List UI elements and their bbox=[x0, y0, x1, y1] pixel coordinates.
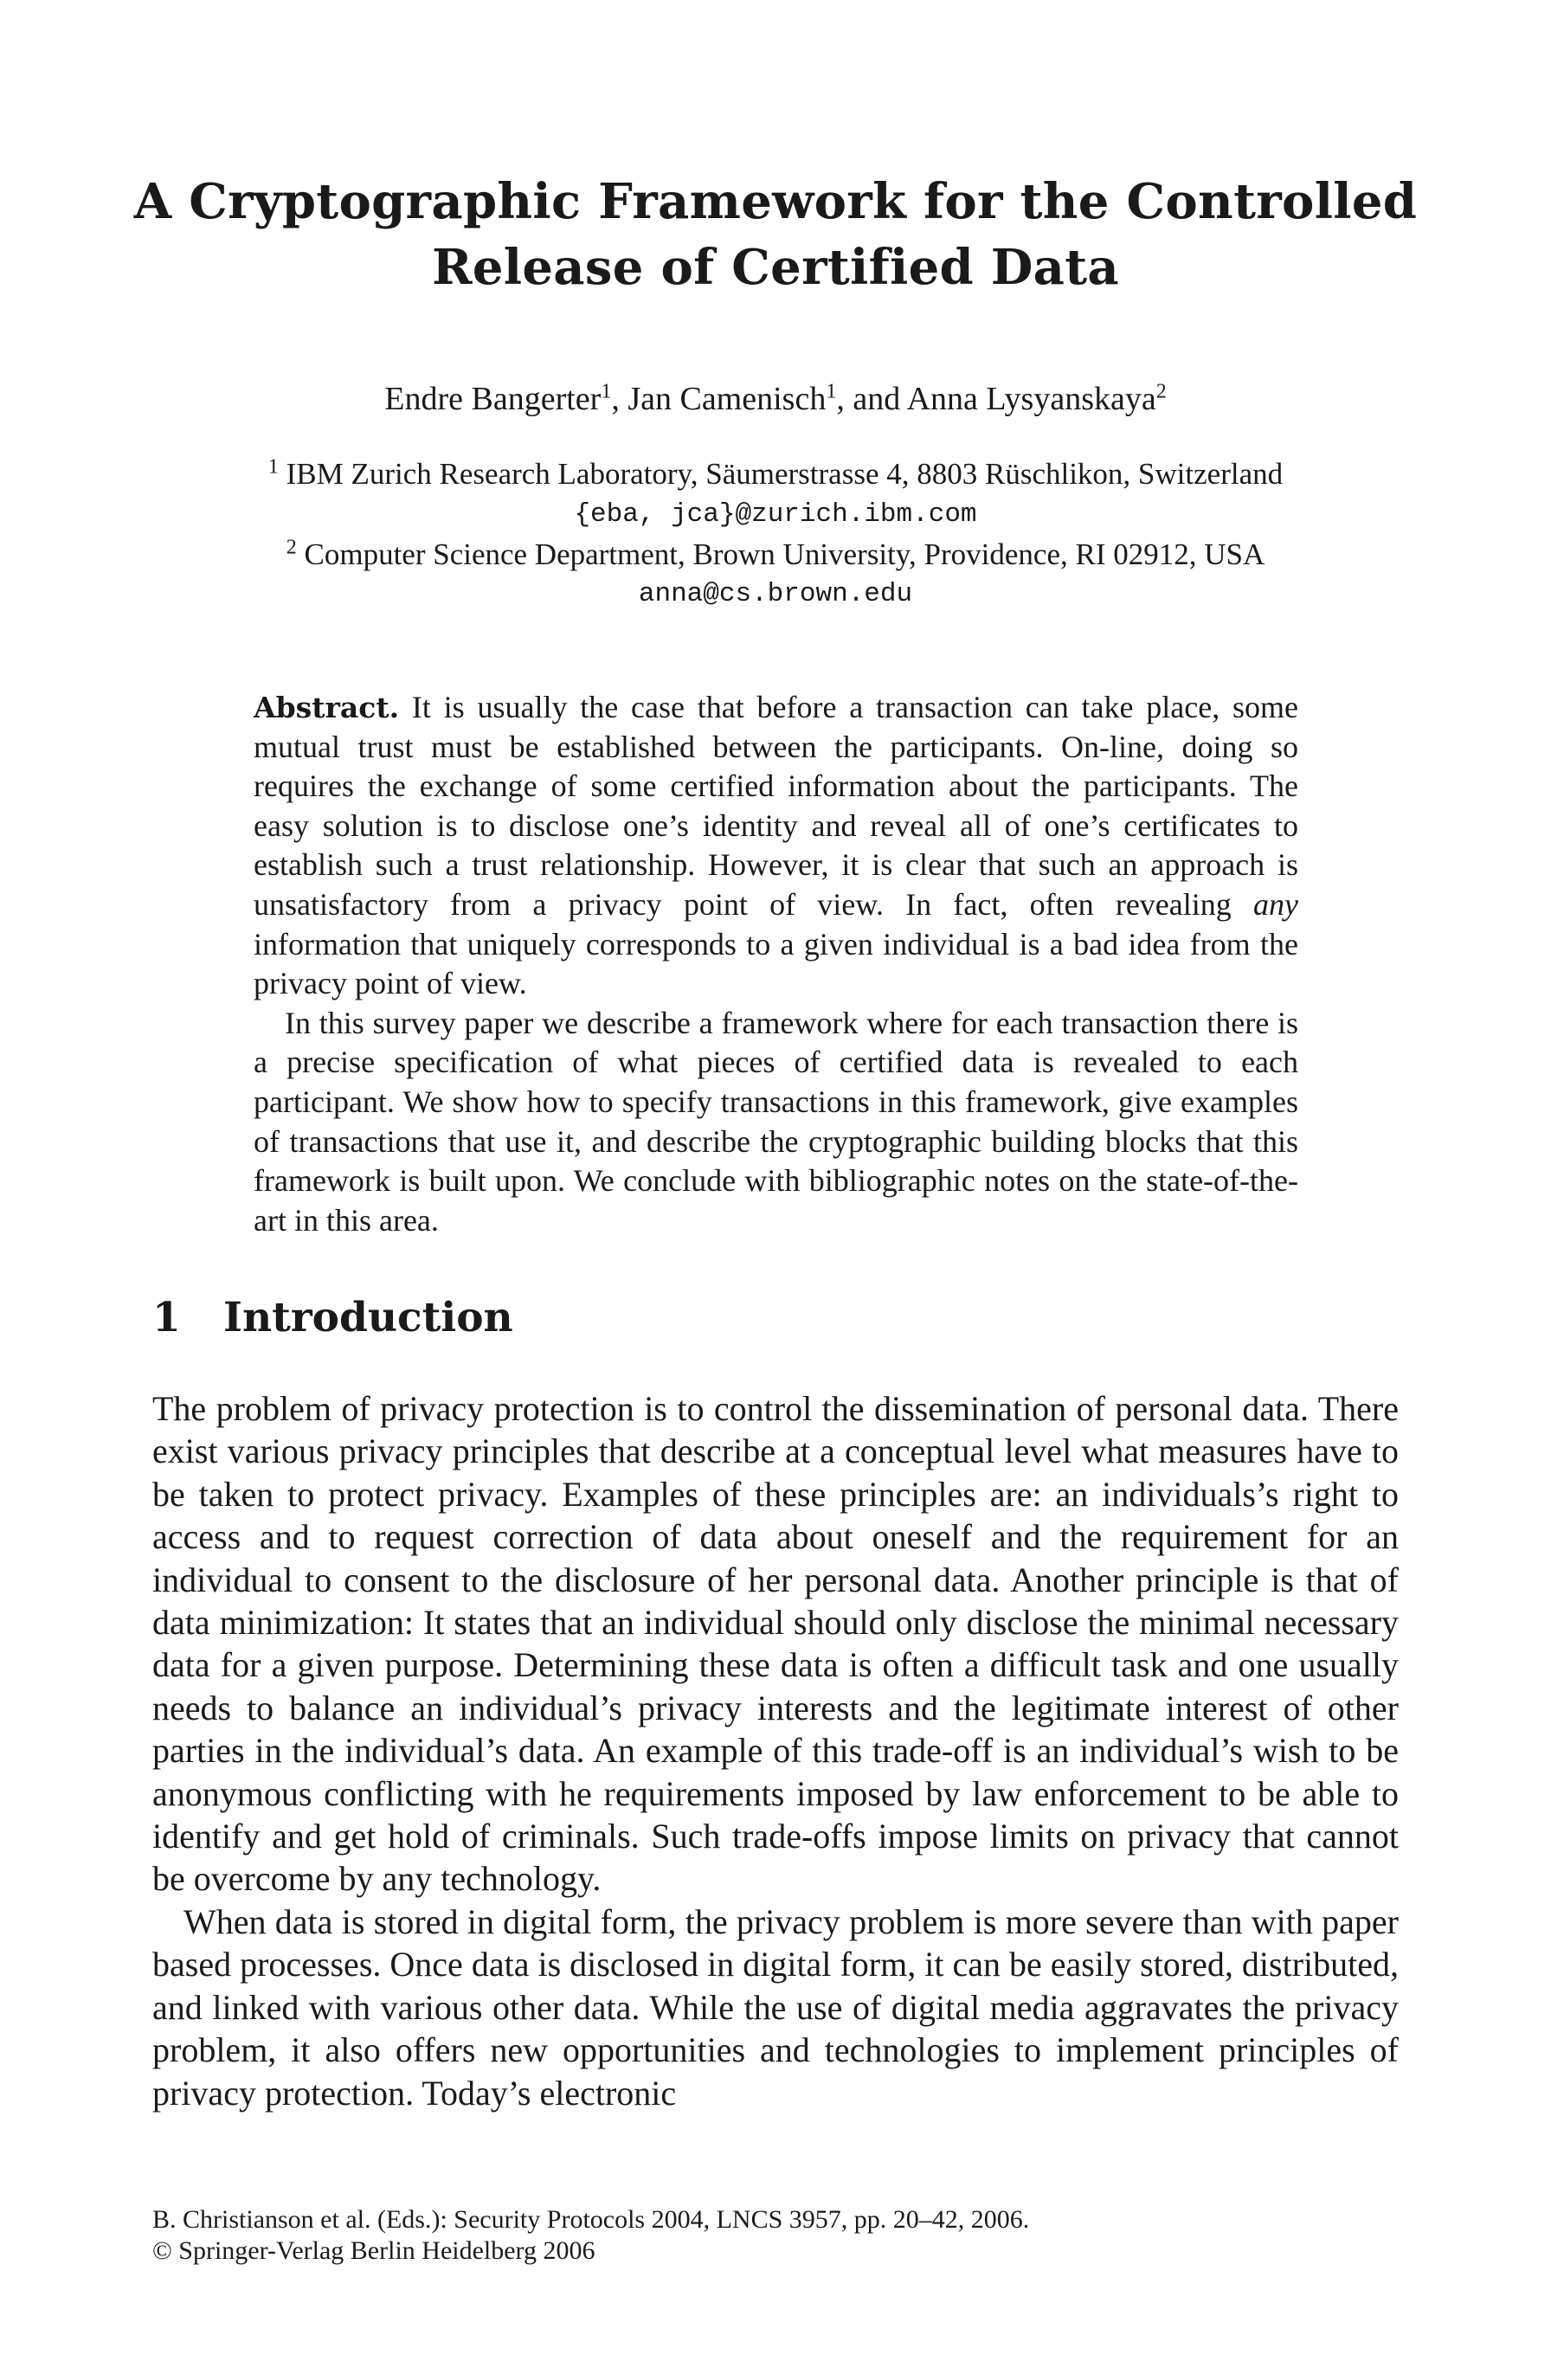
abstract-paragraph-2: In this survey paper we describe a framework where for each transaction there is a precise specification of what pieces of certified data is revealed to each participant. We show how to specify transactions in this framework, give examples of transactions that use it, and describe the cryptographic building blocks that this framework is built upon. We conclude with bibliographic notes on the state-of-the-art in this area. bbox=[254, 1005, 1298, 1238]
abstract-text: information that uniquely corresponds to a given individual is a bad idea from the privacy point of view. bbox=[254, 926, 1298, 1001]
paper-title bbox=[130, 169, 1421, 300]
section-heading-introduction bbox=[152, 1292, 513, 1344]
affiliation-2 bbox=[147, 535, 1404, 575]
author-affiliation-mark: 1 bbox=[826, 380, 837, 403]
page-footer bbox=[152, 2204, 1399, 2267]
body-paragraph-1: The problem of privacy protection is to control the dissemination of personal data. There exist various privacy principles that describe at a conceptual level what measures have to be taken to protect privacy. Examples of these principles are: an individuals’s right to access and to request correction of data about oneself and the requirement for an individual to consent to the disclosure of her personal data. Another principle is that of data minimization: It states that an individual should only disclose the minimal necessary data for a given purpose. Determining these data is often a difficult task and one usually needs to balance an individual’s privacy interests and the legitimate interest of other parties in the individual’s data. An example of this trade-off is an individual’s wish to be anonymous conflicting with he requirements imposed by law enforcement to be able to identify and get hold of criminals. Such trade-offs impose limits on privacy that cannot be overcome by any technology. bbox=[152, 1389, 1399, 1899]
author-separator: , bbox=[611, 381, 628, 417]
author-list bbox=[130, 377, 1421, 421]
footer-citation: B. Christianson et al. (Eds.): Security Protocols 2004, LNCS 3957, pp. 20–42, 2006. bbox=[152, 2205, 1030, 2234]
abstract bbox=[254, 688, 1298, 1240]
body-text bbox=[152, 1387, 1399, 2114]
affiliation-mark: 2 bbox=[286, 536, 297, 559]
title-line-2: Release of Certified Data bbox=[432, 239, 1119, 296]
title-line-1: A Cryptographic Framework for the Controlled bbox=[133, 173, 1418, 230]
abstract-emphasis: any bbox=[1253, 886, 1298, 922]
affiliation-2-email: anna@cs.brown.edu bbox=[638, 579, 913, 609]
author-affiliation-mark: 1 bbox=[601, 380, 612, 403]
author-name: Endre Bangerter bbox=[384, 381, 602, 417]
author-name: Jan Camenisch bbox=[627, 381, 827, 417]
affiliation-1 bbox=[147, 454, 1404, 494]
author-separator: , and bbox=[836, 381, 907, 417]
body-paragraph-2: When data is stored in digital form, the privacy problem is more severe than with paper based processes. Once data is disclosed in digital form, it can be easily stored, distributed, and linked with various other data. While the use of digital media aggravates the privacy problem, it also offers new opportunities and technologies to implement principles of privacy protection. Today’s electronic bbox=[152, 1901, 1399, 2113]
footer-copyright: © Springer-Verlag Berlin Heidelberg 2006 bbox=[152, 2236, 595, 2265]
author-name: Anna Lysyanskaya bbox=[906, 381, 1156, 417]
section-number: 1 bbox=[152, 1294, 181, 1341]
affiliation-text: IBM Zurich Research Laboratory, Säumerstrasse 4, 8803 Rüschlikon, Switzerland bbox=[286, 457, 1284, 491]
abstract-heading: Abstract. bbox=[254, 691, 400, 724]
abstract-text: It is usually the case that before a transaction can take place, some mutual trust must be established between the participants. On-line, doing so requires the exchange of some certified information about the participants. The easy solution is to disclose one’s identity and reveal all of one’s certificates to establish such a trust relationship. However, it is clear that such an approach is unsatisfactory from a privacy point of view. In fact, often revealing bbox=[254, 690, 1298, 922]
affiliation-text: Computer Science Department, Brown University, Providence, RI 02912, USA bbox=[304, 537, 1265, 571]
section-title: Introduction bbox=[223, 1294, 513, 1341]
author-affiliation-mark: 2 bbox=[1155, 380, 1167, 403]
abstract-paragraph-1 bbox=[254, 688, 1298, 1004]
affiliation-mark: 1 bbox=[267, 455, 279, 479]
affiliation-1-email: {eba, jca}@zurich.ibm.com bbox=[574, 499, 977, 530]
